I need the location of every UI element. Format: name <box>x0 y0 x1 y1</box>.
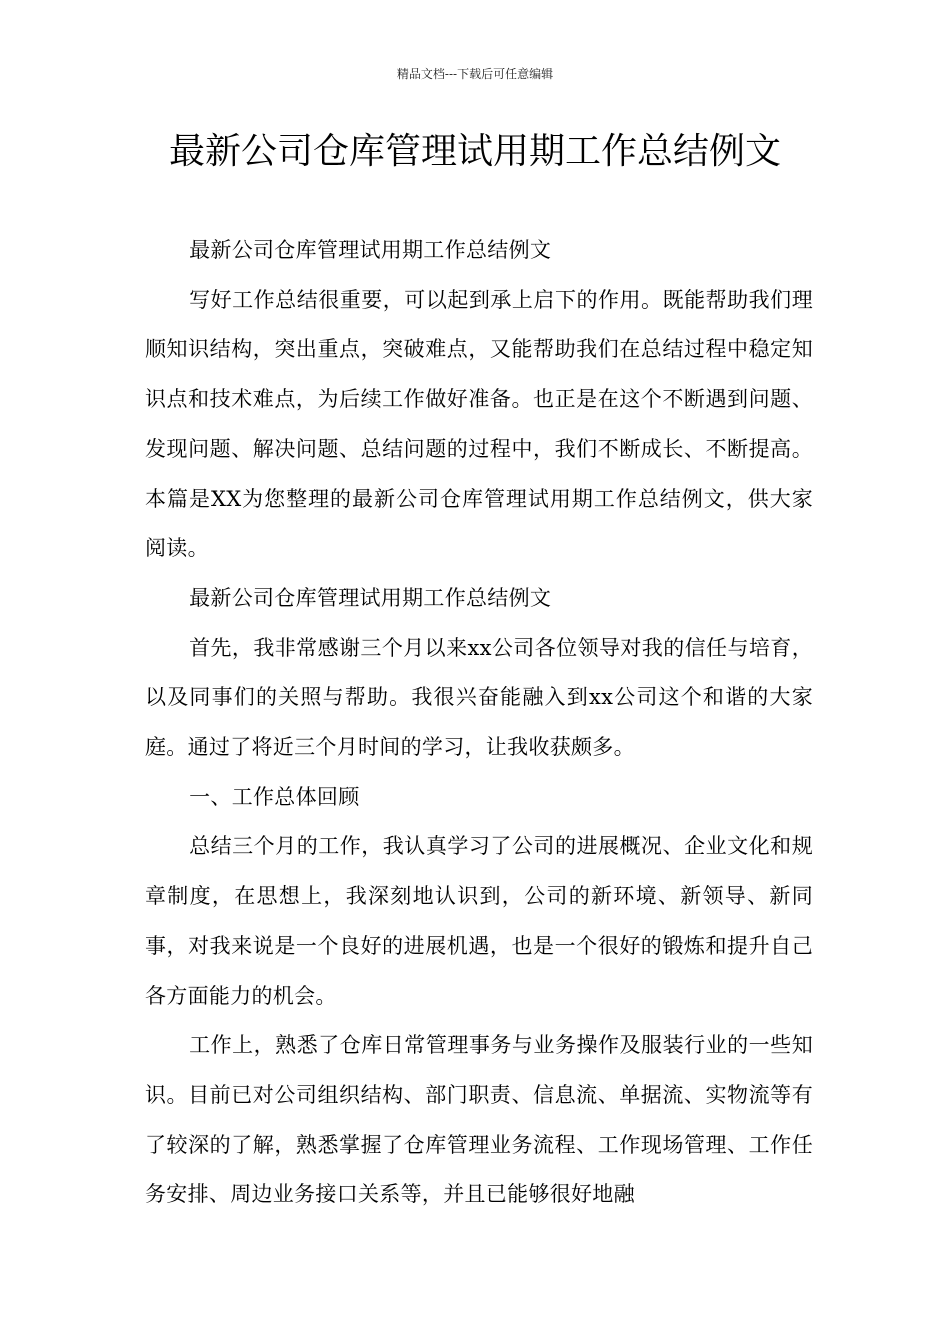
document-title: 最新公司仓库管理试用期工作总结例文 <box>168 131 781 172</box>
header-note: 精品文档---下载后可任意编辑 <box>396 67 554 81</box>
document-body <box>145 226 813 1220</box>
section-heading: 一、工作总体回顾 <box>189 784 360 809</box>
paragraph-intro: 写好工作总结很重要，可以起到承上启下的作用。既能帮助我们理顺知识结构，突出重点，突破难点，又能帮助我们在总结过程中稳定知识点和技术难点，为后续工作做好准备。也正是在这个不断遇到问题、发现问题、解决问题、总结问题的过程中，我们不断成长、不断提高。本篇是XX为您整理的最新公司仓库管理试用期工作总结例文，供大家阅读。 <box>145 287 813 561</box>
paragraph-thanks: 首先，我非常感谢三个月以来xx公司各位领导对我的信任与培育，以及同事们的关照与帮助。我很兴奋能融入到xx公司这个和谐的大家庭。通过了将近三个月时间的学习，让我收获颇多。 <box>145 635 813 760</box>
paragraph-subtitle: 最新公司仓库管理试用期工作总结例文 <box>189 238 552 262</box>
paragraph-work: 工作上，熟悉了仓库日常管理事务与业务操作及服装行业的一些知识。目前已对公司组织结构、部门职责、信息流、单据流、实物流等有了较深的了解，熟悉掌握了仓库管理业务流程、工作现场管理、工作任务安排、周边业务接口关系等，并且已能够很好地融 <box>145 1033 813 1207</box>
paragraph-subtitle-repeat: 最新公司仓库管理试用期工作总结例文 <box>189 585 552 610</box>
paragraph-review: 总结三个月的工作，我认真学习了公司的进展概况、企业文化和规章制度，在思想上，我深刻地认识到，公司的新环境、新领导、新同事，对我来说是一个良好的进展机遇，也是一个很好的锻炼和提升自己各方面能力的机会。 <box>145 834 813 1008</box>
